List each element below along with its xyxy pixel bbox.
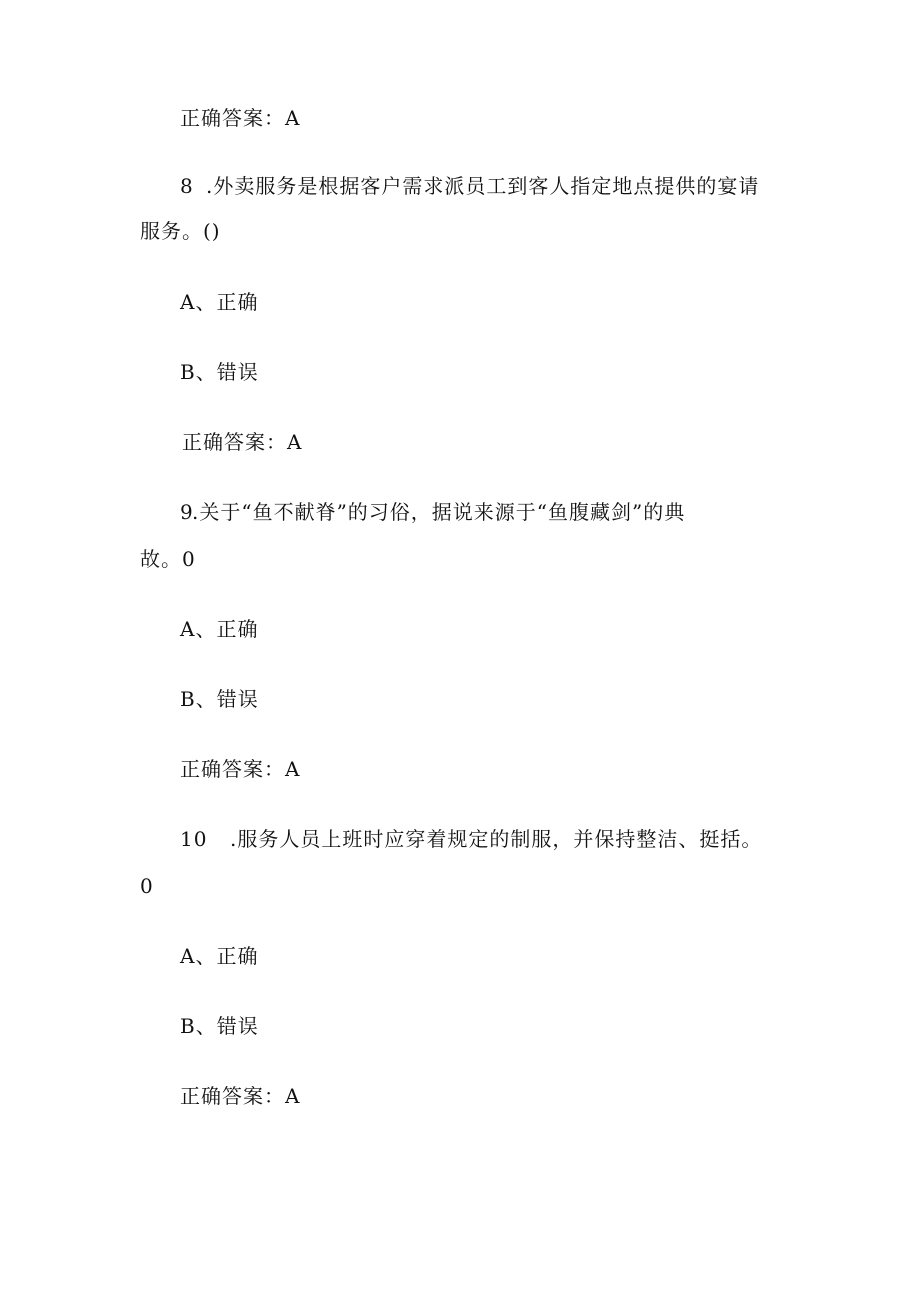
answer-line: 正确答案：A bbox=[180, 757, 301, 781]
question-text: .服务人员上班时应穿着规定的制服，并保持整洁、挺括。 bbox=[230, 827, 763, 851]
question-text: .外卖服务是根据客户需求派员工到客人指定地点提供的宴请 bbox=[206, 174, 760, 198]
question-number: 10 bbox=[180, 827, 208, 851]
question-number: 8 bbox=[180, 174, 194, 198]
question-10-line-2: 0 bbox=[140, 874, 154, 898]
question-9-line-1 bbox=[180, 499, 685, 525]
option-b: B、错误 bbox=[180, 1014, 259, 1038]
question-8-line-2: 服务。() bbox=[140, 219, 221, 243]
option-b: B、错误 bbox=[180, 360, 259, 384]
option-a: A、正确 bbox=[180, 617, 259, 641]
option-a: A、正确 bbox=[180, 944, 259, 968]
answer-line: 正确答案：A bbox=[182, 430, 303, 454]
answer-line: 正确答案：A bbox=[180, 1084, 301, 1108]
option-b: B、错误 bbox=[180, 687, 259, 711]
question-number: 9 bbox=[180, 500, 194, 524]
answer-line: 正确答案：A bbox=[180, 106, 301, 130]
option-a: A、正确 bbox=[180, 290, 259, 314]
question-9-line-2: 故。0 bbox=[140, 547, 196, 571]
question-text: .关于“鱼不献脊”的习俗，据说来源于“鱼腹藏剑”的典 bbox=[192, 500, 686, 524]
question-8-line-1 bbox=[180, 173, 759, 199]
question-10-line-1 bbox=[180, 826, 762, 852]
